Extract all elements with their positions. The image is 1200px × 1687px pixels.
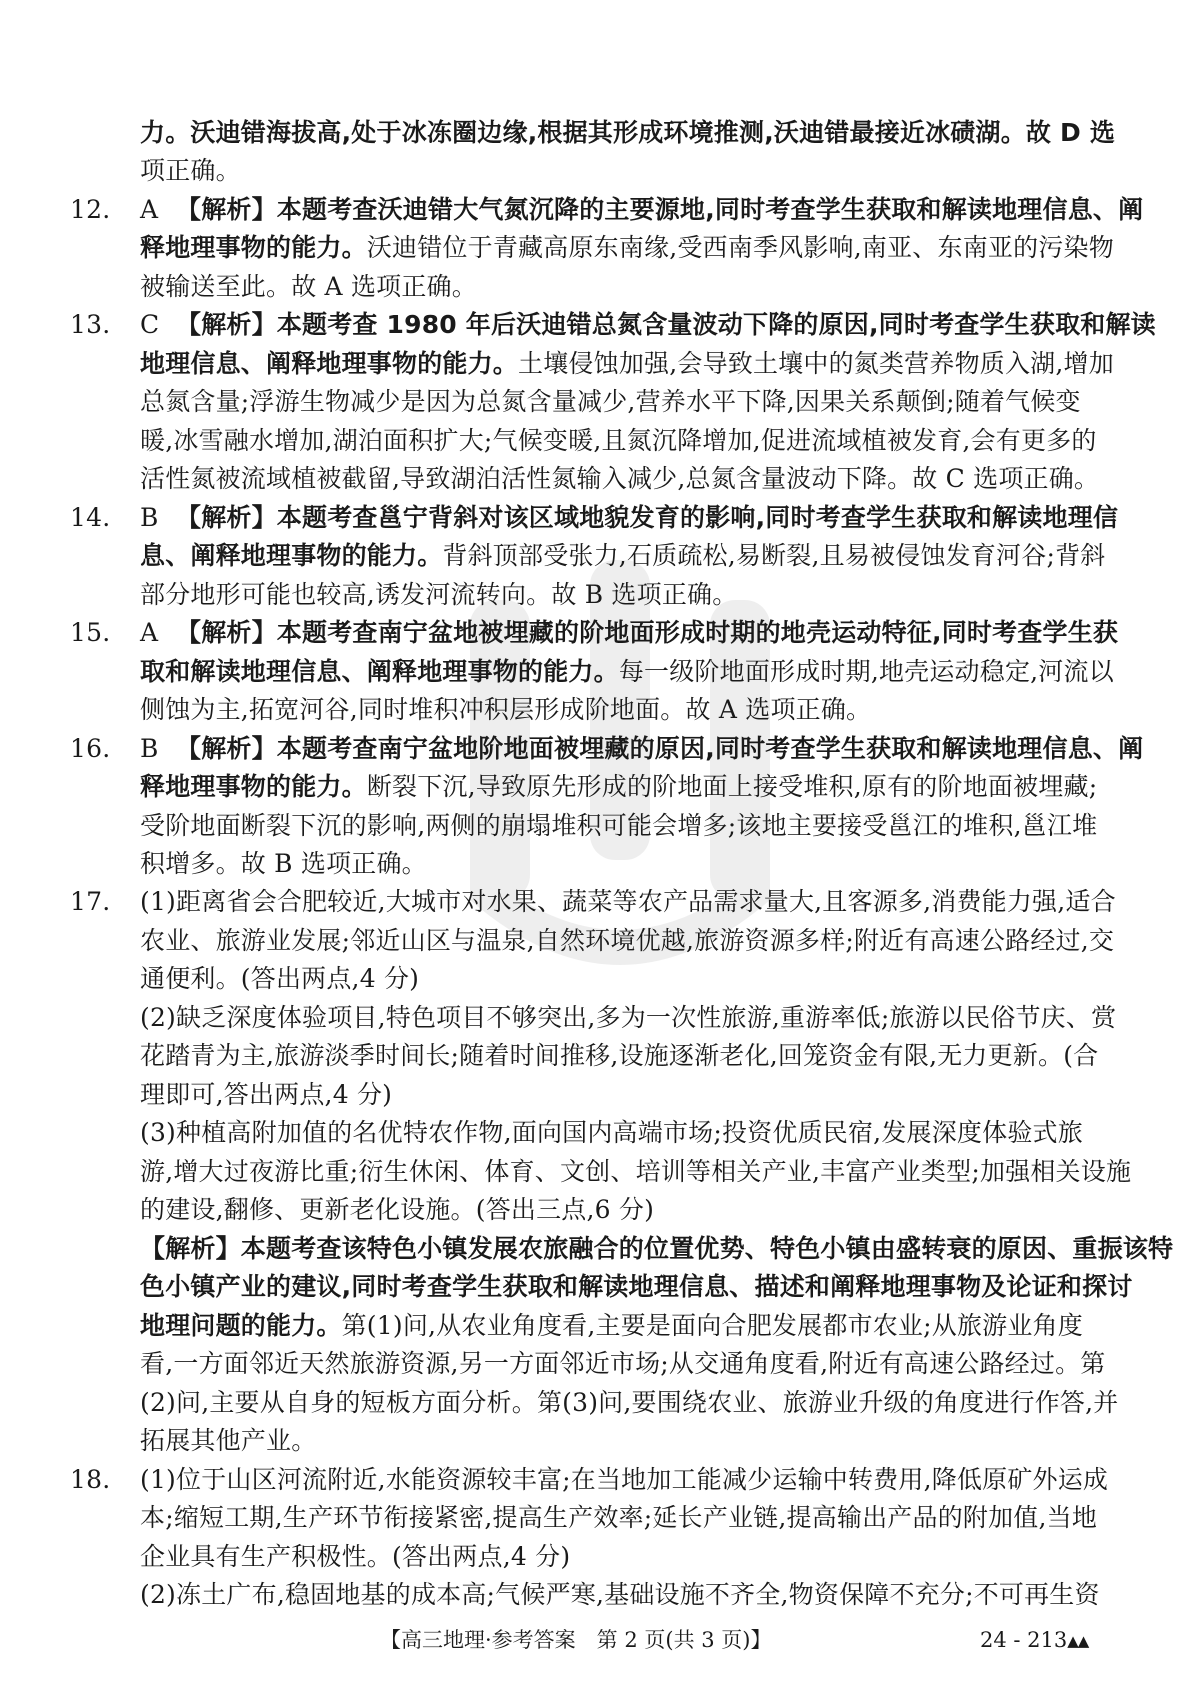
- answer-choice: B: [140, 734, 159, 763]
- q11-tail-line-1: [140, 118, 1115, 148]
- footer-code-text: 24 - 213: [980, 1628, 1068, 1652]
- q16-line-1: [70, 734, 1143, 764]
- q13-line-5: [140, 464, 1099, 494]
- q14-line-1: [70, 503, 1118, 533]
- q18-line-1: [70, 1465, 1108, 1495]
- question-number: 17.: [70, 887, 111, 916]
- footer-page-info: 【高三地理·参考答案 第 2 页(共 3 页)】: [380, 1628, 772, 1652]
- analysis-text: 拓展其他产业。: [140, 1426, 317, 1455]
- analysis-text: 看,一方面邻近天然旅游资源,另一方面邻近市场;从交通角度看,附近有高速公路经过。第: [140, 1349, 1106, 1378]
- answer-text: (3)种植高附加值的名优特农作物,面向国内高端市场;投资优质民宿,发展深度体验式旅: [140, 1118, 1083, 1147]
- answer-choice: A: [140, 618, 159, 647]
- q17-line-9: [140, 1195, 654, 1225]
- analysis-text: 断裂下沉,导致原先形成的阶地面上接受堆积,原有的阶地面被埋藏;: [366, 772, 1098, 801]
- analysis-bold: 释地理事物的能力。: [140, 233, 367, 262]
- analysis-text: 积增多。故 B 选项正确。: [140, 849, 427, 878]
- q17-line-4: [140, 1003, 1116, 1033]
- analysis-text: 第(1)问,从农业角度看,主要是面向合肥发展都市农业;从旅游业角度: [341, 1311, 1083, 1340]
- q17-line-8: [140, 1157, 1131, 1187]
- q11-tail-text-1: 力。沃迪错海拔高,处于冰冻圈边缘,根据其形成环境推测,沃迪错最接近冰碛湖。故 D 选: [140, 118, 1116, 147]
- analysis-heading: 【解析】本题考查该特色小镇发展农旅融合的位置优势、特色小镇由盛转衰的原因、重振该特: [140, 1234, 1174, 1263]
- answer-text: (2)缺乏深度体验项目,特色项目不够突出,多为一次性旅游,重游率低;旅游以民俗节庆、赏: [140, 1003, 1117, 1032]
- answer-text: 游,增大过夜游比重;衍生休闲、体育、文创、培训等相关产业,丰富产业类型;加强相关设施: [140, 1157, 1132, 1186]
- q13-line-4: [140, 426, 1097, 456]
- answer-text: 本;缩短工期,生产环节衔接紧密,提高生产效率;延长产业链,提高输出产品的附加值,当地: [140, 1503, 1098, 1532]
- q12-line-1: [70, 195, 1143, 225]
- q17-line-5: [140, 1041, 1098, 1071]
- analysis-heading: 【解析】本题考查邕宁背斜对该区域地貌发育的影响,同时考查学生获取和解读地理信: [176, 503, 1119, 532]
- question-number: 18.: [70, 1465, 111, 1494]
- analysis-text: 暖,冰雪融水增加,湖泊面积扩大;气候变暖,且氮沉降增加,促进流域植被发育,会有更多的: [140, 426, 1097, 455]
- answer-text: 的建设,翻修、更新老化设施。(答出三点,6 分): [140, 1195, 655, 1224]
- q17-line-2: [140, 926, 1114, 956]
- q18-line-2: [140, 1503, 1097, 1533]
- q17-line-15: [140, 1426, 316, 1456]
- analysis-text: 沃迪错位于青藏高原东南缘,受西南季风影响,南亚、东南亚的污染物: [366, 233, 1114, 262]
- analysis-heading: 【解析】本题考查 1980 年后沃迪错总氮含量波动下降的原因,同时考查学生获取和解读: [176, 310, 1156, 339]
- q17-line-13: [140, 1349, 1105, 1379]
- q17-line-3: [140, 964, 419, 994]
- answer-text: 理即可,答出两点,4 分): [140, 1080, 393, 1109]
- q16-line-2: [140, 772, 1097, 802]
- analysis-text: 背斜顶部受张力,石质疏松,易断裂,且易被侵蚀发育河谷;背斜: [442, 541, 1106, 570]
- answer-text: 通便利。(答出两点,4 分): [140, 964, 420, 993]
- analysis-bold: 地理问题的能力。: [140, 1311, 342, 1340]
- q15-line-2: [140, 657, 1114, 687]
- analysis-bold: 息、阐释地理事物的能力。: [140, 541, 443, 570]
- question-number: 13.: [70, 310, 111, 339]
- answer-text: 企业具有生产积极性。(答出两点,4 分): [140, 1542, 571, 1571]
- question-number: 14.: [70, 503, 111, 532]
- answer-choice: B: [140, 503, 159, 532]
- answer-choice: C: [140, 310, 160, 339]
- question-number: 12.: [70, 195, 111, 224]
- triangle-mark-icon: ▲▲: [1067, 1632, 1089, 1650]
- q13-line-1: [70, 310, 1156, 340]
- analysis-heading: 【解析】本题考查沃迪错大气氮沉降的主要源地,同时考查学生获取和解读地理信息、阐: [176, 195, 1144, 224]
- question-number: 15.: [70, 618, 111, 647]
- q17-line-6: [140, 1080, 392, 1110]
- analysis-heading: 【解析】本题考查南宁盆地阶地面被埋藏的原因,同时考查学生获取和解读地理信息、阐: [176, 734, 1144, 763]
- answer-text: (1)距离省会合肥较近,大城市对水果、蔬菜等农产品需求量大,且客源多,消费能力强,适合: [140, 887, 1116, 916]
- q11-tail-text-2: 项正确。: [140, 156, 241, 185]
- q16-line-3: [140, 811, 1097, 841]
- analysis-heading: 【解析】本题考查南宁盆地被埋藏的阶地面形成时期的地壳运动特征,同时考查学生获: [176, 618, 1119, 647]
- answer-choice: A: [140, 195, 159, 224]
- q16-line-4: [140, 849, 427, 879]
- analysis-text: 被输送至此。故 A 选项正确。: [140, 272, 477, 301]
- answer-text: (2)冻土广布,稳固地基的成本高;气候严寒,基础设施不齐全,物资保障不充分;不可再生资: [140, 1580, 1100, 1609]
- q13-line-2: [140, 349, 1114, 379]
- answer-text: 农业、旅游业发展;邻近山区与温泉,自然环境优越,旅游资源多样;附近有高速公路经过,交: [140, 926, 1115, 955]
- analysis-text: 每一级阶地面形成时期,地壳运动稳定,河流以: [618, 657, 1114, 686]
- q15-line-1: [70, 618, 1118, 648]
- q14-line-3: [140, 580, 737, 610]
- page-footer: [0, 1625, 1200, 1655]
- q11-tail-line-2: [140, 156, 241, 186]
- q12-line-3: [140, 272, 477, 302]
- answer-text: 花踏青为主,旅游淡季时间长;随着时间推移,设施逐渐老化,回笼资金有限,无力更新。(合: [140, 1041, 1099, 1070]
- q17-line-11: [140, 1272, 1133, 1302]
- q12-line-2: [140, 233, 1114, 263]
- analysis-text: 侧蚀为主,拓宽河谷,同时堆积冲积层形成阶地面。故 A 选项正确。: [140, 695, 872, 724]
- q13-line-3: [140, 387, 1081, 417]
- footer-code: [980, 1625, 1088, 1656]
- q17-line-14: [140, 1388, 1118, 1418]
- analysis-bold: 取和解读地理信息、阐释地理事物的能力。: [140, 657, 619, 686]
- q14-line-2: [140, 541, 1105, 571]
- q18-line-4: [140, 1580, 1100, 1610]
- analysis-bold: 释地理事物的能力。: [140, 772, 367, 801]
- analysis-text: 受阶地面断裂下沉的影响,两侧的崩塌堆积可能会增多;该地主要接受邕江的堆积,邕江堆: [140, 811, 1098, 840]
- q17-line-7: [140, 1118, 1083, 1148]
- analysis-bold: 地理信息、阐释地理事物的能力。: [140, 349, 519, 378]
- q18-line-3: [140, 1542, 570, 1572]
- analysis-bold: 色小镇产业的建议,同时考查学生获取和解读地理信息、描述和阐释地理事物及论证和探讨: [140, 1272, 1133, 1301]
- analysis-text: 活性氮被流域植被截留,导致湖泊活性氮输入减少,总氮含量波动下降。故 C 选项正确。: [140, 464, 1100, 493]
- answer-text: (1)位于山区河流附近,水能资源较丰富;在当地加工能减少运输中转费用,降低原矿外运成: [140, 1465, 1109, 1494]
- q17-line-10: [140, 1234, 1173, 1264]
- analysis-text: 部分地形可能也较高,诱发河流转向。故 B 选项正确。: [140, 580, 738, 609]
- q17-line-1: [70, 887, 1116, 917]
- q15-line-3: [140, 695, 871, 725]
- analysis-text: 土壤侵蚀加强,会导致土壤中的氮类营养物质入湖,增加: [518, 349, 1114, 378]
- q17-line-12: [140, 1311, 1083, 1341]
- question-number: 16.: [70, 734, 111, 763]
- analysis-text: 总氮含量;浮游生物减少是因为总氮含量减少,营养水平下降,因果关系颠倒;随着气候变: [140, 387, 1081, 416]
- analysis-text: (2)问,主要从自身的短板方面分析。第(3)问,要围绕农业、旅游业升级的角度进行作答,并: [140, 1388, 1119, 1417]
